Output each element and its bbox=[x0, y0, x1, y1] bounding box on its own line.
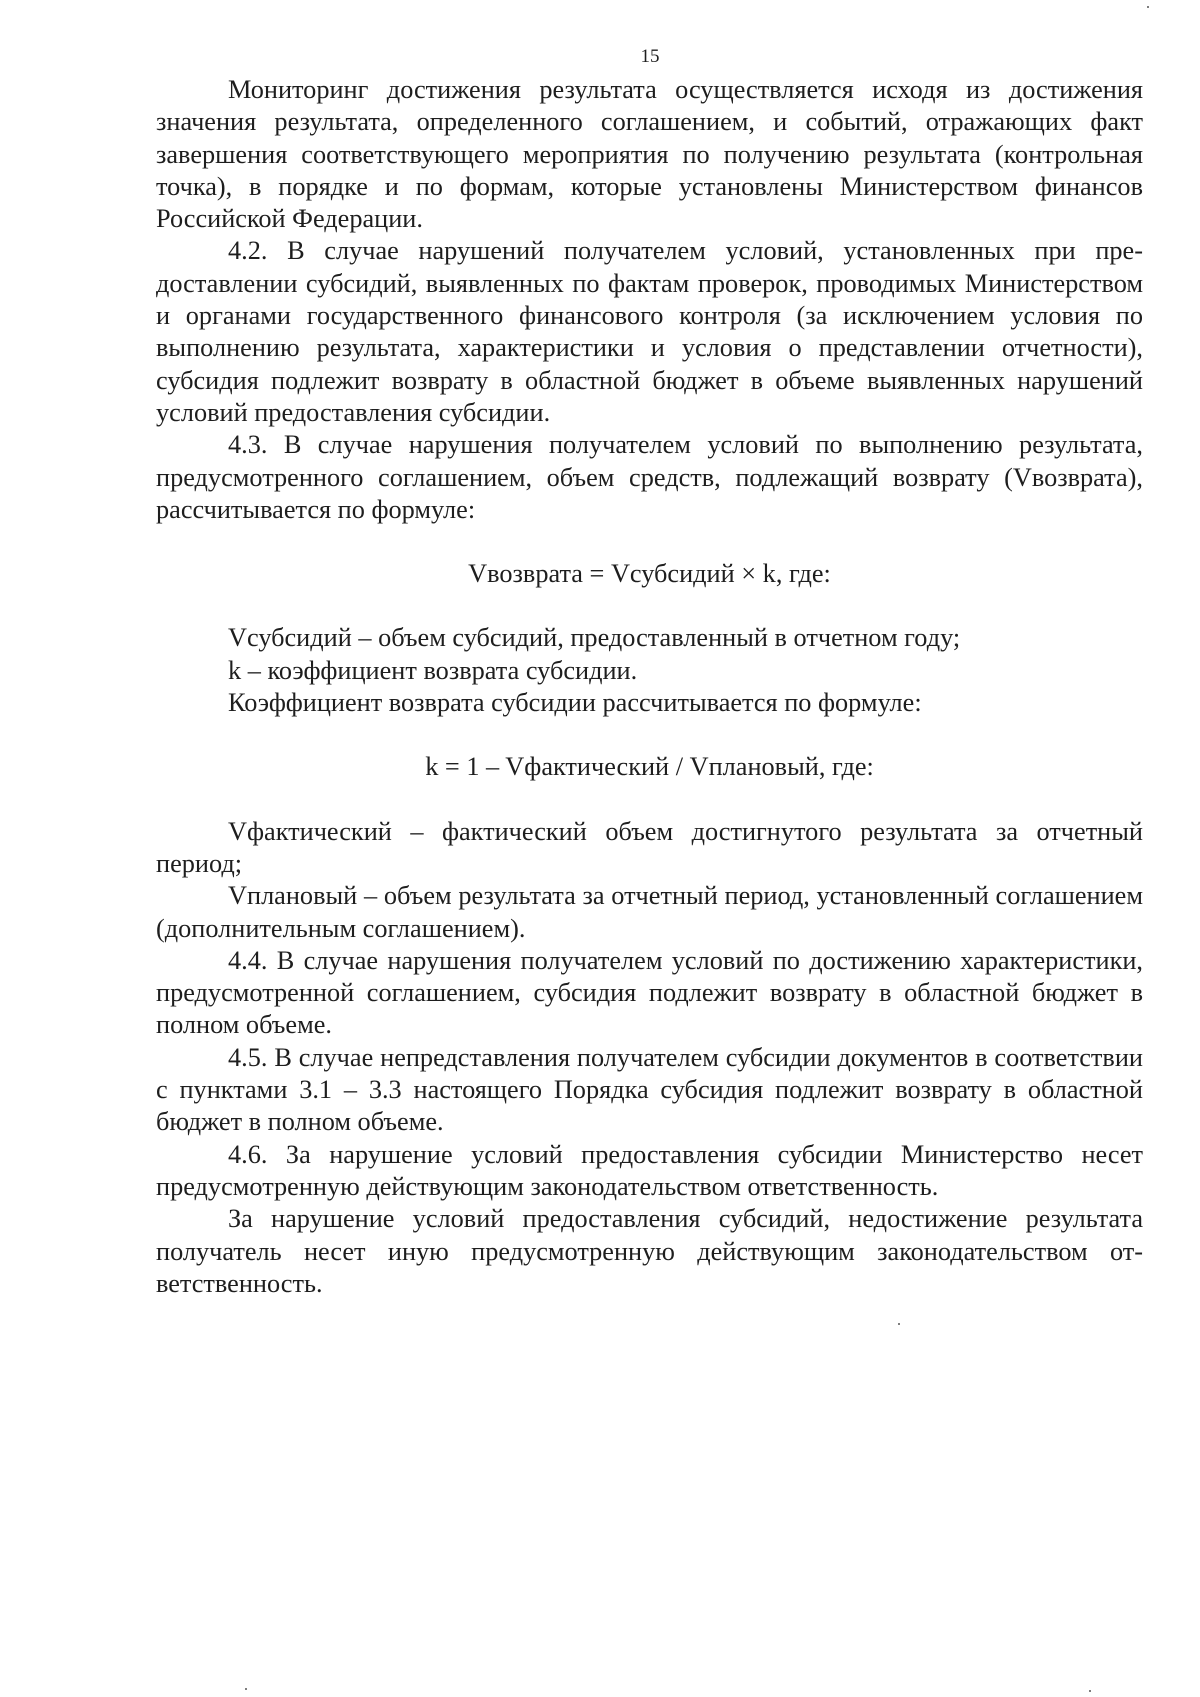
definition-v-subsidies: Vсубсидий – объем субсидий, предоставленный в отчетном году; bbox=[228, 623, 961, 653]
scan-speck bbox=[1147, 6, 1149, 8]
coefficient-intro: Коэффициент возврата субсидии рассчитывается по формуле: bbox=[228, 688, 922, 718]
paragraph-4-6: 4.6. За нарушение условий предоставления субсидии Министерство несет предусмотренную действующим законодательством ответственность. bbox=[156, 1139, 1143, 1201]
scan-speck bbox=[245, 1688, 247, 1690]
paragraph-4-4: 4.4. В случае нарушения получателем условий по достижению характеристики, предусмотренной соглашением, субсидия подлежит возврату в областной бюджет в полном объеме. bbox=[156, 945, 1143, 1040]
paragraph-4-3: 4.3. В случае нарушения получателем условий по выполнению результата, предусмотренного соглашением, объем средств, подлежащий возврату (Vвозврата), рассчитывается по формуле: bbox=[156, 430, 1143, 524]
scan-speck bbox=[898, 1323, 900, 1325]
scan-speck bbox=[1089, 1690, 1091, 1692]
paragraph-closing: За нарушение условий предоставления субсидий, недостижение результата получатель несет иную предусмотренную действующим законодательством ответственность. bbox=[156, 1204, 1143, 1298]
definition-k: k – коэффициент возврата субсидии. bbox=[228, 655, 638, 685]
formula-coefficient: k = 1 – Vфактический / Vплановый, где: bbox=[425, 752, 874, 782]
paragraph-4-5: 4.5. В случае непредставления получателем субсидии документов в соответствии с пунктами 3.1 – 3.3 настоящего Порядка субсидия подлежит возврату в областной бюджет в полном объеме. bbox=[156, 1042, 1143, 1137]
formula-return-amount: Vвозврата = Vсубсидий × k, где: bbox=[468, 559, 831, 589]
paragraph-4-2: 4.2. В случае нарушений получателем условий, установленных при предоставлении субсидий, выявленных по фактам проверок, проводимых Министерством и органами государственного финансового контроля (за исключением условия по выполнению результата, характеристики и условия о представлении отчетности), субсидия подлежит возврату в областной бюджет в объеме выявленных нарушений условий предоставления субсидии. bbox=[156, 236, 1143, 427]
document-body bbox=[156, 74, 1143, 1300]
page-number: 15 bbox=[640, 46, 660, 67]
paragraph-monitoring: Мониторинг достижения результата осуществляется исходя из достижения значения результата, определенного соглашением, и событий, отражающих факт завершения соответствующего мероприятия по получению результата (контрольная точка), в порядке и по формам, которые установлены Министерством финансов Российской Федерации. bbox=[156, 75, 1143, 234]
definition-v-planned: Vплановый – объем результата за отчетный период, установленный соглашением (дополнительным соглашением). bbox=[156, 881, 1143, 943]
definition-v-actual: Vфактический – фактический объем достигнутого результата за отчетный период; bbox=[156, 816, 1143, 878]
